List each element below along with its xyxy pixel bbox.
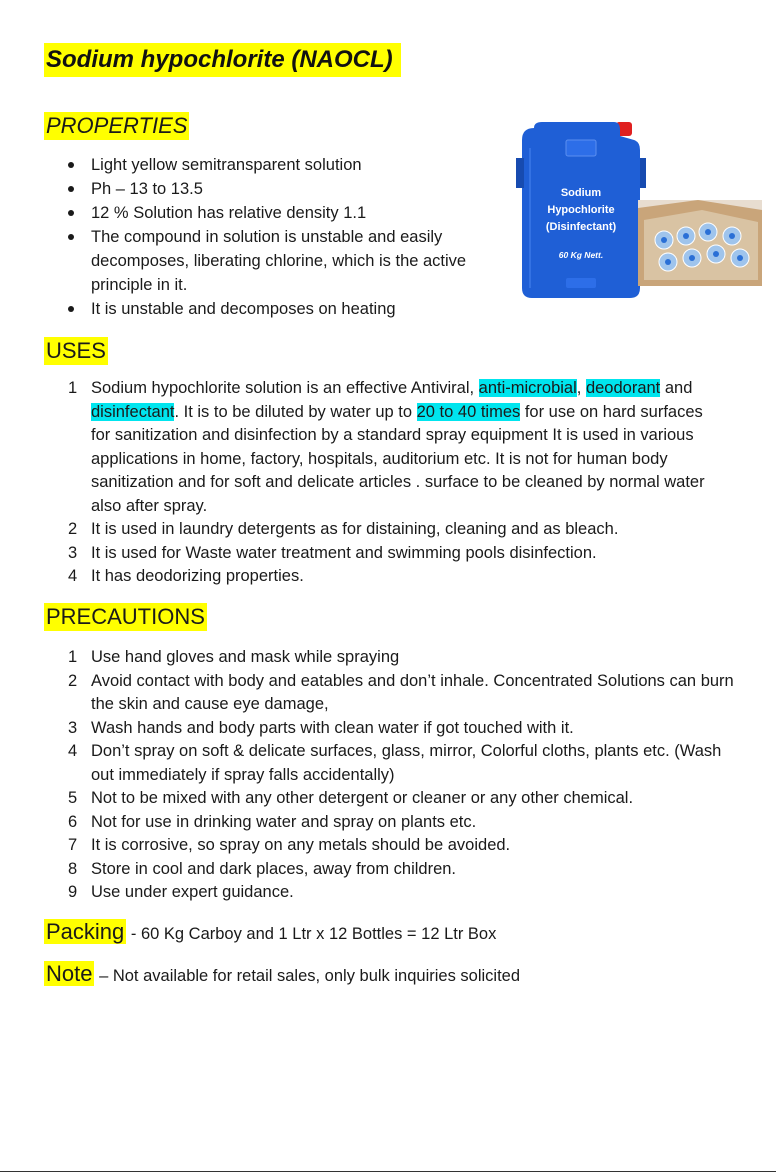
bottle-crate-image — [638, 200, 762, 286]
list-item: 3 It is used for Waste water treatment and swimming pools disinfection. — [68, 543, 597, 562]
highlight-term: anti-microbial — [478, 379, 577, 397]
list-item: 4 Don’t spray on soft & delicate surfaces, glass, mirror, Colorful cloths, plants etc. (Wash out immediately if spray falls accidentally) — [68, 742, 722, 784]
uses-list — [64, 377, 724, 589]
drum-label-line3: (Disinfectant) — [545, 221, 617, 233]
list-item: 5 Not to be mixed with any other detergent or cleaner or any other chemical. — [68, 789, 634, 807]
note-label: Note — [46, 961, 93, 986]
packing-line — [44, 918, 496, 948]
list-item: 9 Use under expert guidance. — [68, 883, 294, 901]
note-line — [44, 960, 520, 990]
highlight-term: disinfectant — [91, 402, 175, 421]
list-item: 3 Wash hands and body parts with clean water if got touched with it. — [68, 718, 574, 737]
product-drum-image — [516, 118, 646, 300]
properties-heading: PROPERTIES — [46, 113, 188, 138]
list-item: 2 Avoid contact with body and eatables and don’t inhale. Concentrated Solutions can burn the skin and cause eye damage, — [68, 671, 734, 713]
list-item: It is unstable and decomposes on heating — [64, 297, 504, 321]
list-item: 12 % Solution has relative density 1.1 — [64, 201, 504, 225]
precautions-list — [64, 646, 734, 905]
drum-label-line1: Sodium — [560, 187, 602, 199]
list-item: 1 Sodium hypochlorite solution is an effective Antiviral, anti-microbial, deodorant and disinfectant. It is to be diluted by water up to 20 to 40 times for use on hard surfaces for sanitization and disinfection by a standard spray equipment It is used in various applications in home, factory, hospitals, auditorium etc. It is not for human body sanitization and for soft and delicate articles . surface to be cleaned by normal water also after spray. — [68, 379, 705, 515]
list-item: 7 It is corrosive, so spray on any metals should be avoided. — [68, 836, 511, 854]
properties-list — [64, 153, 504, 321]
drum-label-line2: Hypochlorite — [547, 204, 615, 216]
highlight-term: deodorant — [585, 379, 661, 397]
list-item: Ph – 13 to 13.5 — [64, 177, 504, 201]
document-title: Sodium hypochlorite (NAOCL) — [44, 43, 401, 77]
list-item: Light yellow semitransparent solution — [64, 153, 504, 177]
list-item: 1 Use hand gloves and mask while spraying — [68, 648, 400, 666]
packing-text: - 60 Kg Carboy and 1 Ltr x 12 Bottles = 12 Ltr Box — [126, 925, 497, 943]
drum-weight-label: 60 Kg Nett. — [558, 250, 604, 260]
note-text: – Not available for retail sales, only bulk inquiries solicited — [94, 967, 521, 985]
list-item: 6 Not for use in drinking water and spray on plants etc. — [68, 812, 477, 831]
list-item: 4 It has deodorizing properties. — [68, 567, 304, 585]
highlight-term: 20 to 40 times — [416, 402, 521, 421]
uses-heading: USES — [46, 338, 106, 363]
precautions-heading: PRECAUTIONS — [46, 604, 205, 629]
list-item: 8 Store in cool and dark places, away from children. — [68, 859, 457, 878]
list-item: 2 It is used in laundry detergents as for distaining, cleaning and as bleach. — [68, 520, 619, 538]
packing-label: Packing — [46, 919, 125, 944]
list-item: The compound in solution is unstable and easily decomposes, liberating chlorine, which is the active principle in it. — [64, 225, 504, 297]
